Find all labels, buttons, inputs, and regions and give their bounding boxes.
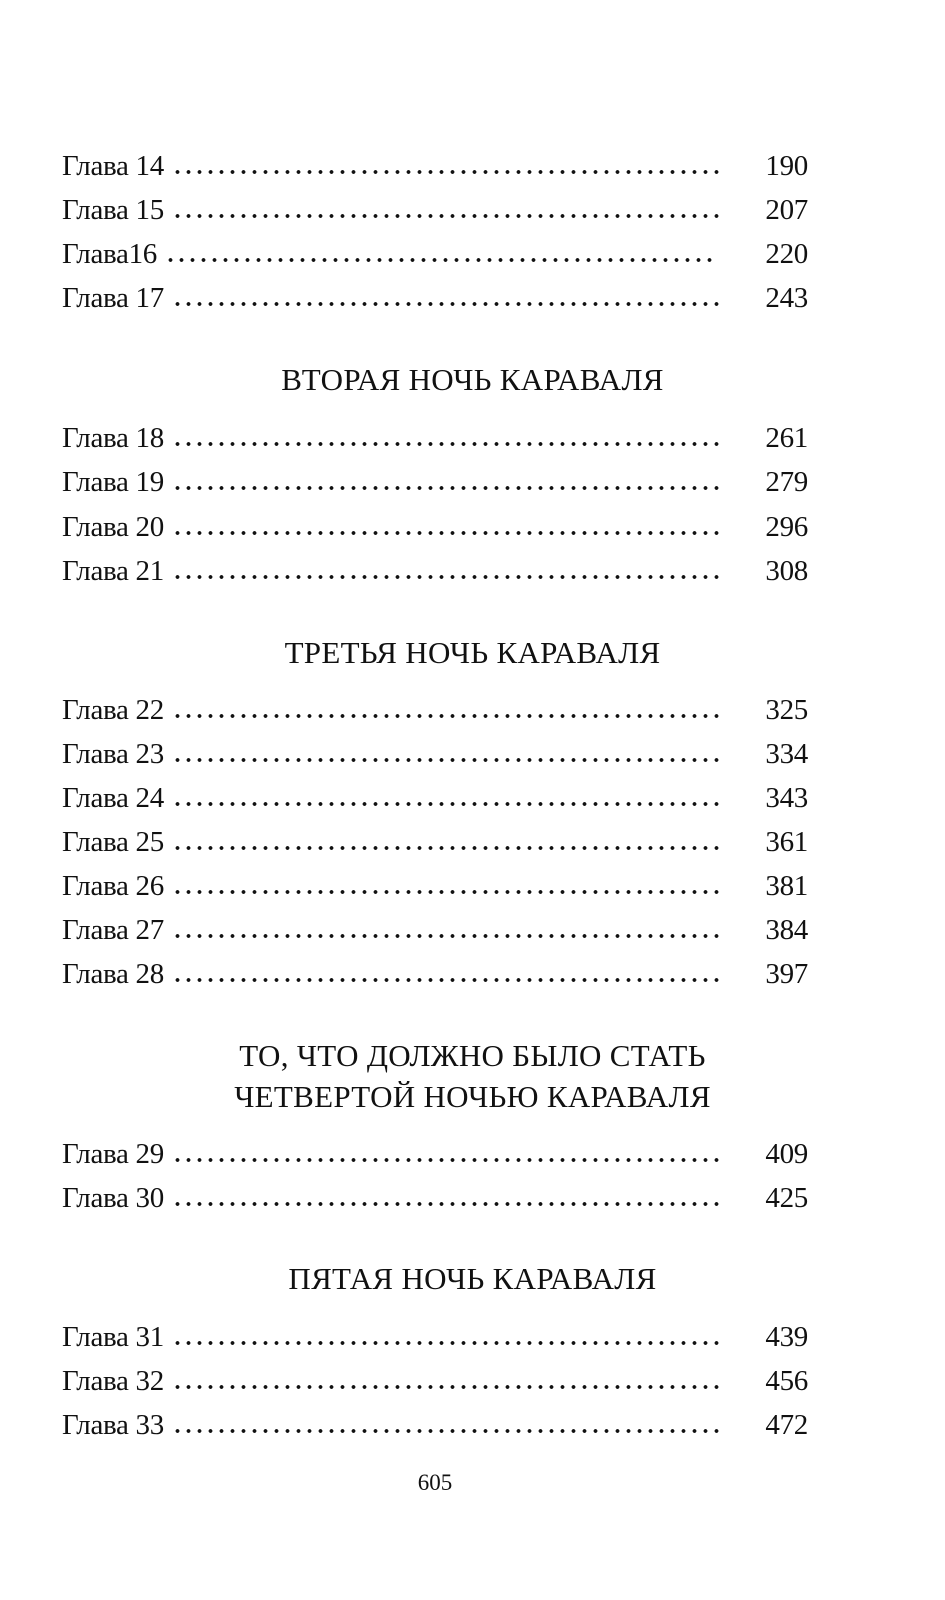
chapter-label: Глава 29 [62, 1137, 164, 1170]
chapter-label: Глава 17 [62, 281, 164, 314]
toc-entry[interactable] [62, 1178, 808, 1218]
dot-leader [172, 889, 720, 895]
chapter-label: Глава 26 [62, 869, 164, 902]
chapter-label: Глава 18 [62, 421, 164, 454]
dot-leader [172, 213, 720, 219]
chapter-label: Глава 14 [62, 149, 164, 182]
section-heading: ВТОРАЯ НОЧЬ КАРАВАЛЯ [281, 362, 664, 397]
toc-entry[interactable] [62, 551, 808, 591]
page-number: 207 [765, 193, 808, 226]
chapter-label: Глава 28 [62, 957, 164, 990]
page-number: 472 [765, 1408, 808, 1441]
toc-entry[interactable] [62, 146, 808, 186]
page-number: 425 [765, 1181, 808, 1214]
chapter-label: Глава 24 [62, 781, 164, 814]
page-number: 261 [765, 421, 808, 454]
toc-entry[interactable] [62, 418, 808, 458]
page-number: 220 [765, 237, 808, 270]
chapter-label: Глава 33 [62, 1408, 164, 1441]
page-number: 397 [765, 957, 808, 990]
chapter-label: Глава 32 [62, 1364, 164, 1397]
toc-entry[interactable] [62, 462, 808, 502]
toc-entry[interactable] [62, 954, 808, 994]
toc-entry[interactable] [62, 734, 808, 774]
page-number: 384 [765, 913, 808, 946]
dot-leader [172, 169, 720, 175]
page-number: 439 [765, 1320, 808, 1353]
section-heading-line-1: ТО, ЧТО ДОЛЖНО БЫЛО СТАТЬ [239, 1038, 706, 1073]
section-heading: ПЯТАЯ НОЧЬ КАРАВАЛЯ [288, 1261, 657, 1296]
dot-leader [172, 757, 720, 763]
page-number: 243 [765, 281, 808, 314]
toc-entry[interactable] [62, 1361, 808, 1401]
toc-entry[interactable] [62, 778, 808, 818]
toc-entry[interactable] [62, 866, 808, 906]
page-number: 361 [765, 825, 808, 858]
chapter-label: Глава 22 [62, 693, 164, 726]
chapter-label: Глава16 [62, 237, 158, 270]
chapter-label: Глава 21 [62, 554, 164, 587]
toc-entry[interactable] [62, 190, 808, 230]
dot-leader [172, 933, 720, 939]
page-number: 308 [765, 554, 808, 587]
page-number: 381 [765, 869, 808, 902]
page-folio: 605 [417, 1470, 453, 1495]
toc-entry[interactable] [62, 278, 808, 318]
section-heading-line-2: ЧЕТВЕРТОЙ НОЧЬЮ КАРАВАЛЯ [234, 1079, 711, 1114]
chapter-label: Глава 23 [62, 737, 164, 770]
page-number: 190 [765, 149, 808, 182]
dot-leader [172, 530, 720, 536]
page-number: 279 [765, 465, 808, 498]
chapter-label: Глава 19 [62, 465, 164, 498]
chapter-label: Глава 15 [62, 193, 164, 226]
dot-leader [172, 301, 720, 307]
dot-leader [172, 1340, 720, 1346]
dot-leader [172, 977, 720, 983]
toc-entry[interactable] [62, 822, 808, 862]
chapter-label: Глава 20 [62, 510, 164, 543]
toc-entry[interactable] [62, 1405, 808, 1445]
dot-leader [165, 257, 713, 263]
dot-leader [172, 845, 720, 851]
page-number: 343 [765, 781, 808, 814]
dot-leader [172, 713, 720, 719]
toc-entry[interactable] [62, 1317, 808, 1357]
page-number: 456 [765, 1364, 808, 1397]
chapter-label: Глава 31 [62, 1320, 164, 1353]
page-number: 409 [765, 1137, 808, 1170]
dot-leader [172, 574, 720, 580]
page-number: 296 [765, 510, 808, 543]
dot-leader [172, 801, 720, 807]
toc-entry[interactable] [62, 234, 808, 274]
toc-entry[interactable] [62, 690, 808, 730]
chapter-label: Глава 30 [62, 1181, 164, 1214]
dot-leader [172, 1157, 720, 1163]
toc-entry[interactable] [62, 1134, 808, 1174]
section-heading: ТРЕТЬЯ НОЧЬ КАРАВАЛЯ [284, 635, 661, 670]
chapter-label: Глава 25 [62, 825, 164, 858]
dot-leader [172, 485, 720, 491]
chapter-label: Глава 27 [62, 913, 164, 946]
toc-entry[interactable] [62, 507, 808, 547]
page-number: 325 [765, 693, 808, 726]
dot-leader [172, 1428, 720, 1434]
toc-entry[interactable] [62, 910, 808, 950]
page-number: 334 [765, 737, 808, 770]
dot-leader [172, 441, 720, 447]
dot-leader [172, 1201, 720, 1207]
dot-leader [172, 1384, 720, 1390]
